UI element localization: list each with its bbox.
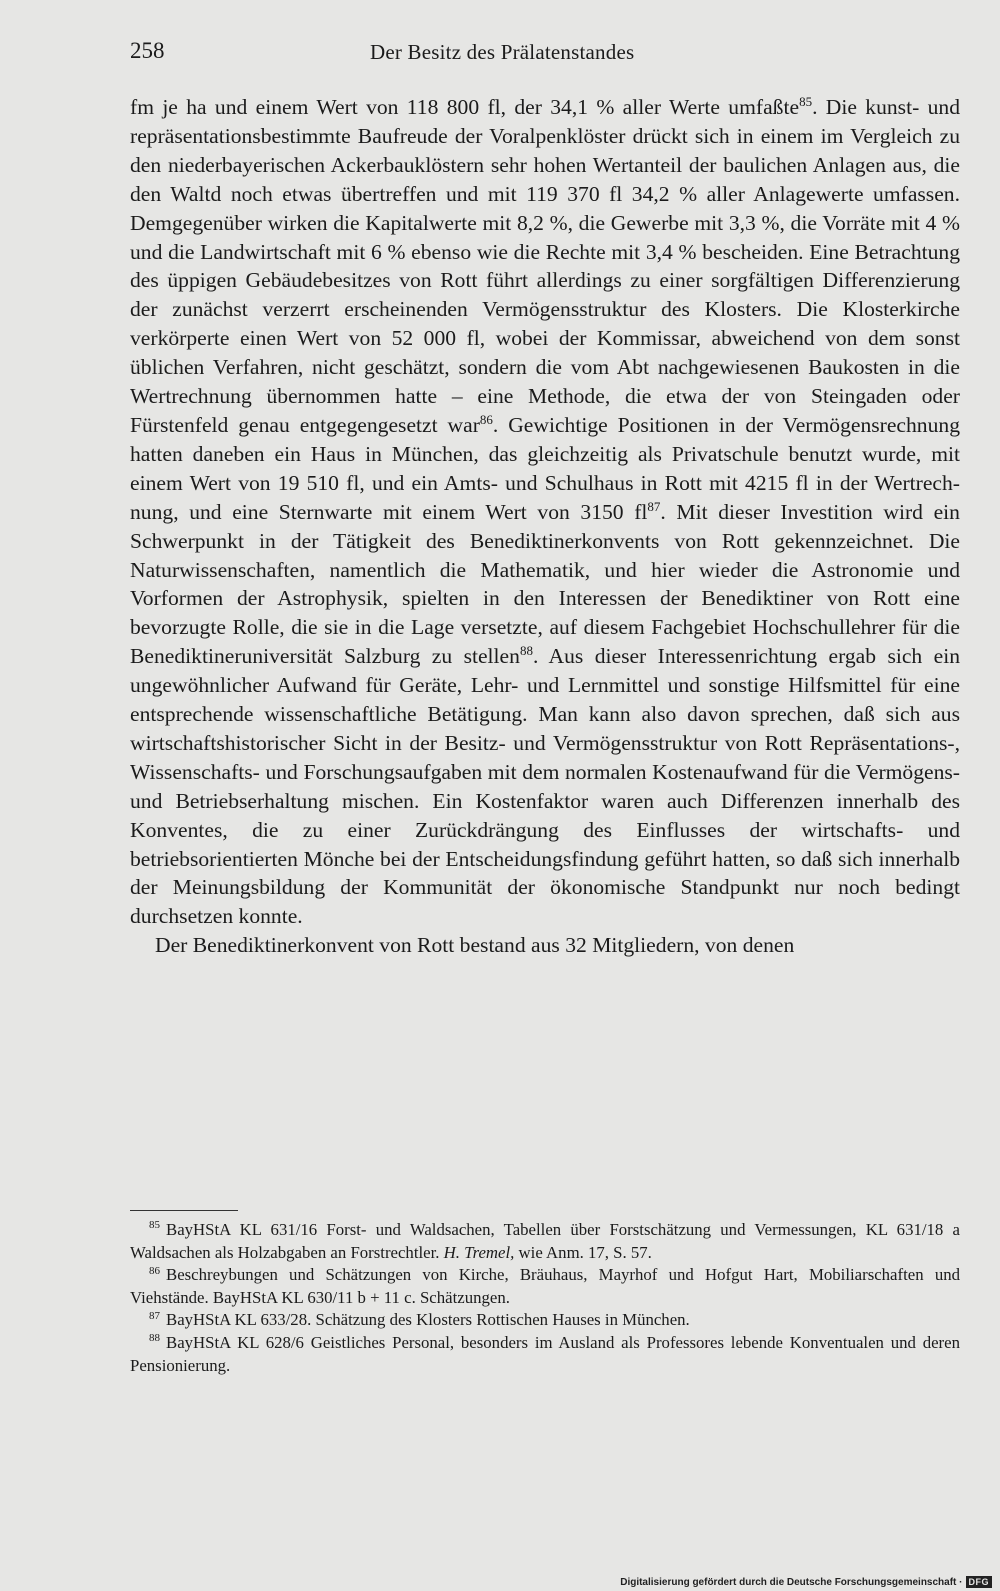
credit-text: Digitalisierung gefördert durch die Deutsche Forschungsgemeinschaft · [620, 1576, 963, 1588]
footnote-text: wie Anm. 17, S. 57. [514, 1242, 652, 1262]
text-run: . Die kunst- und repräsentationsbestimmte Baufreude der Voralpenklöster drückt sich in einem im Vergleich zu den niederbayerischen Ackerbauklöstern sehr hohen Wertanteil der baulichen Anlagen aus, die den Waltd noch etwas übertreffen und mit 119 370 fl 34,2 % aller Anlagewerte umfassen. Demgegenüber wirken die Kapitalwerte mit 8,2 %, die Gewerbe mit 3,3 %, die Vorräte mit 4 % und die Landwirtschaft mit 6 % ebenso wie die Rechte mit 3,4 % bescheiden. Eine Betrachtung des üppigen Gebäudebesitzes von Rott führt allerdings zu einer sorgfältigen Differenzierung der zunächst verzerrt erscheinenden Vermögensstruktur des Klosters. Die Klosterkirche verkörperte einen Wert von 52 000 fl, wobei der Kommissar, abweichend von dem sonst üblichen Verfahren, nicht geschätzt, sondern die vom Abt nachgewiesenen Baukosten in die Wertrechnung übernommen hatte – eine Methode, die etwa der von Steingaden oder Fürstenfeld genau entgegengesetzt war [130, 95, 960, 437]
footnote-ref-88[interactable]: 88 [519, 643, 533, 659]
text-run: . Gewichtige Positionen in der Vermögensrechnung hatten daneben ein Haus in München, das gleichzeitig als Privatschule benutzt wurde, mit einem Wert von 19 510 fl, und ein Amts- und Schulhaus in Rott mit 4215 fl in der Wertrechnung, und eine Sternwarte mit einem Wert von 3150 fl [130, 412, 960, 524]
footnote-ref-87[interactable]: 87 [647, 498, 661, 514]
digitization-credit [620, 1576, 992, 1588]
footnote-number: 88 [149, 1332, 160, 1345]
footnote-88 [130, 1332, 960, 1377]
footnote-number: 85 [149, 1219, 160, 1232]
footnote-85 [130, 1219, 960, 1264]
dfg-logo: DFG [966, 1576, 993, 1588]
footnote-86 [130, 1264, 960, 1309]
footnote-text: Beschreybungen und Schätzungen von Kirche, Bräuhaus, Mayrhof und Hofgut Hart, Mobiliarschaften und Viehstände. BayHStA KL 630/11 b + 11 c. Schätzungen. [130, 1265, 960, 1307]
running-title: Der Besitz des Prälatenstandes [370, 40, 635, 64]
footnote-text: BayHStA KL 628/6 Geistliches Personal, besonders im Ausland als Professores lebende Konventualen und deren Pensionierung. [130, 1332, 960, 1375]
main-text [130, 93, 960, 960]
footnotes [130, 1219, 960, 1377]
text-run: fm je ha und einem Wert von 118 800 fl, der 34,1 % aller Werte umfaßte [130, 95, 800, 119]
footnote-text: BayHStA KL 631/16 Forst- und Waldsachen, Tabellen über Forstschätzung und Vermessungen, KL 631/18 a Waldsachen als Holzabgaben an Forstrechtler. [130, 1220, 960, 1262]
page-header [130, 38, 960, 72]
footnote-author: H. Tremel, [443, 1242, 515, 1262]
page-number: 258 [130, 38, 165, 63]
footnote-ref-86[interactable]: 86 [479, 411, 493, 427]
footnote-number: 86 [149, 1264, 160, 1277]
paragraph-2: Der Benediktinerkonvent von Rott bestand aus 32 Mitgliedern, von denen [155, 933, 795, 958]
footnote-ref-85[interactable]: 85 [799, 93, 813, 109]
footnote-87 [130, 1309, 960, 1332]
text-run: . Mit dieser Investition wird ein Schwerpunkt in der Tätigkeit des Benediktinerkonvents von Rott gekennzeichnet. Die Naturwissenschaften, namentlich die Mathematik, und hier wieder die Astronomie und Vorformen der Astrophysik, spielten in den Interessen der Benediktiner von Rott eine bevorzugte Rolle, die sie in die Lage versetzte, auf diesem Fachgebiet Hochschullehrer für die Benediktineruniversität Salzburg zu stellen [130, 499, 960, 669]
footnote-text: BayHStA KL 633/28. Schätzung des Klosters Rottischen Hauses in München. [166, 1310, 690, 1330]
footnote-number: 87 [149, 1309, 160, 1322]
text-run: . Aus dieser Interessenrichtung ergab sich ein ungewöhnlicher Aufwand für Geräte, Lehr- und Lernmittel und sonstige Hilfsmittel für eine entsprechende wissenschaftliche Betätigung. Man kann also davon sprechen, daß sich aus wirtschaftshistorischer Sicht in der Besitz- und Vermögensstruktur von Rott Repräsentations-, Wissenschafts- und Forschungsaufgaben mit dem normalen Kostenaufwand für die Vermögens- und Betriebserhaltung mischen. Ein Kostenfaktor waren auch Differenzen innerhalb des Konventes, die zu einer Zurückdrängung des Einflusses der wirtschafts- und betriebsorientierten Mönche bei der Entscheidungsfindung geführt hatten, so daß sich innerhalb der Meinungsbildung der Kommunität der ökonomische Standpunkt nur noch bedingt durchsetzen konnte. [130, 644, 960, 929]
footnote-divider [130, 1210, 238, 1211]
paragraph-1 [130, 93, 960, 931]
